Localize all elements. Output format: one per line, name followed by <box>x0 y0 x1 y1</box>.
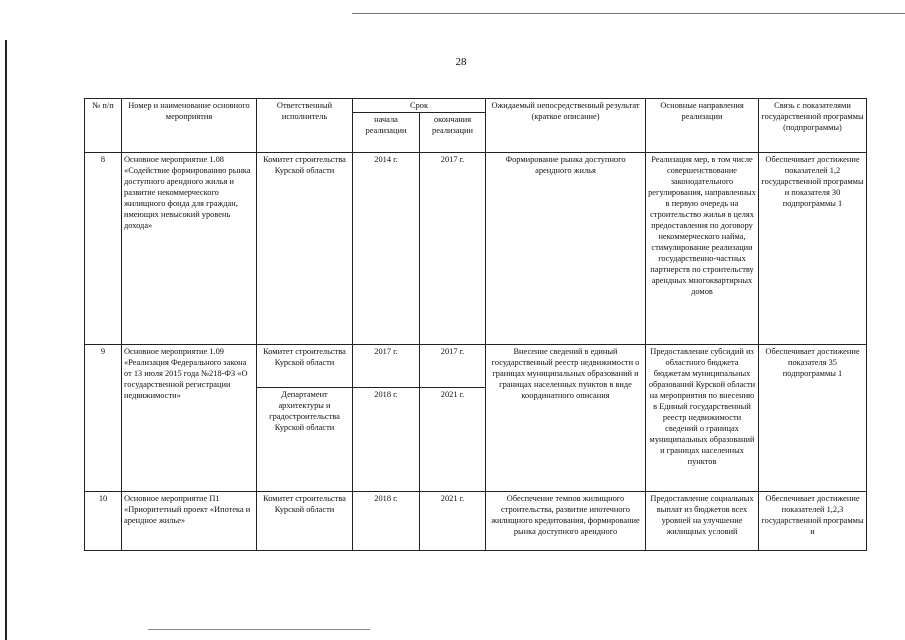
row-num: 10 <box>85 492 122 551</box>
row-end: 2021 г. <box>420 492 486 551</box>
row-executor: Комитет строительства Курской области <box>257 492 353 551</box>
row-name: Основное мероприятие 1.08 «Содействие формированию рынка доступного арендного жилья и развитие некоммерческого жилищного фонда для граждан, имеющих невысокий уровень дохода» <box>122 153 257 345</box>
row-result: Внесение сведений в единый государственный реестр недвижимости о границах муниципальных образований и границах населенных пунктов в виде координатного описания <box>486 345 646 492</box>
row-num: 9 <box>85 345 122 492</box>
row-directions: Предоставление социальных выплат из бюджетов всех уровней на улучшение жилищных условий <box>646 492 759 551</box>
header-term: Срок <box>353 99 486 113</box>
row-num: 8 <box>85 153 122 345</box>
page-number: 28 <box>455 56 467 68</box>
header-num: № п/п <box>85 99 122 153</box>
header-executor: Ответственный исполнитель <box>257 99 353 153</box>
row-executor: Комитет строительства Курской области <box>257 153 353 345</box>
table-row <box>85 345 867 388</box>
row-result: Формирование рынка доступного арендного жилья <box>486 153 646 345</box>
row-directions-text: Реализация мер, в том числе совершенствование законодательного регулирования, направленных в первую очередь на строительство жилья в целях предоставления по договору некоммерческого найма, стимулирование реализации государственно-частных партнерств по строительству арендных многоквартирных домов <box>648 155 756 296</box>
row-directions <box>646 153 759 345</box>
row-link: Обеспечивает достижение показателей 1,2 государственной программы и показателя 30 подпрограммы 1 <box>759 153 867 345</box>
row-end: 2017 г. <box>420 153 486 345</box>
row-start: 2018 г. <box>353 388 420 492</box>
row-directions: Предоставление субсидий из областного бюджета бюджетам муниципальных образований Курской области на мероприятия по внесению в Единый государственный реестр недвижимости сведений о границах муниципальных образований и границах населенных пунктов <box>646 345 759 492</box>
table-row <box>85 492 867 551</box>
row-executor: Комитет строительства Курской области <box>257 345 353 388</box>
row-end: 2017 г. <box>420 345 486 388</box>
binding-edge <box>5 40 7 640</box>
header-directions: Основные направления реализации <box>646 99 759 153</box>
row-result: Обеспечение темпов жилищного строительства, развитие ипотечного жилищного кредитования, формирование рынка доступного арендного <box>486 492 646 551</box>
row-name: Основное мероприятие 1.09 «Реализация Федерального закона от 13 июля 2015 года №218-ФЗ «О государственной регистрации недвижимости» <box>122 345 257 492</box>
header-result: Ожидаемый непосредственный результат (краткое описание) <box>486 99 646 153</box>
header-row <box>85 99 867 113</box>
activities-table <box>84 98 867 551</box>
header-end: окончания реализации <box>420 113 486 153</box>
row-end: 2021 г. <box>420 388 486 492</box>
top-rule <box>352 13 905 14</box>
row-link: Обеспечивает достижение показателей 1,2,3 государственной программы и <box>759 492 867 551</box>
row-executor: Департамент архитектуры и градостроительства Курской области <box>257 388 353 492</box>
header-name: Номер и наименование основного мероприятия <box>122 99 257 153</box>
table-row <box>85 153 867 345</box>
header-start: начала реализации <box>353 113 420 153</box>
row-name: Основное мероприятие П1 «Приоритетный проект «Ипотека и арендное жилье» <box>122 492 257 551</box>
row-link: Обеспечивает достижение показателя 35 подпрограммы 1 <box>759 345 867 492</box>
row-start: 2014 г. <box>353 153 420 345</box>
row-start: 2018 г. <box>353 492 420 551</box>
row-start: 2017 г. <box>353 345 420 388</box>
header-link: Связь с показателями государственной программы (подпрограммы) <box>759 99 867 153</box>
bottom-rule <box>148 629 370 630</box>
